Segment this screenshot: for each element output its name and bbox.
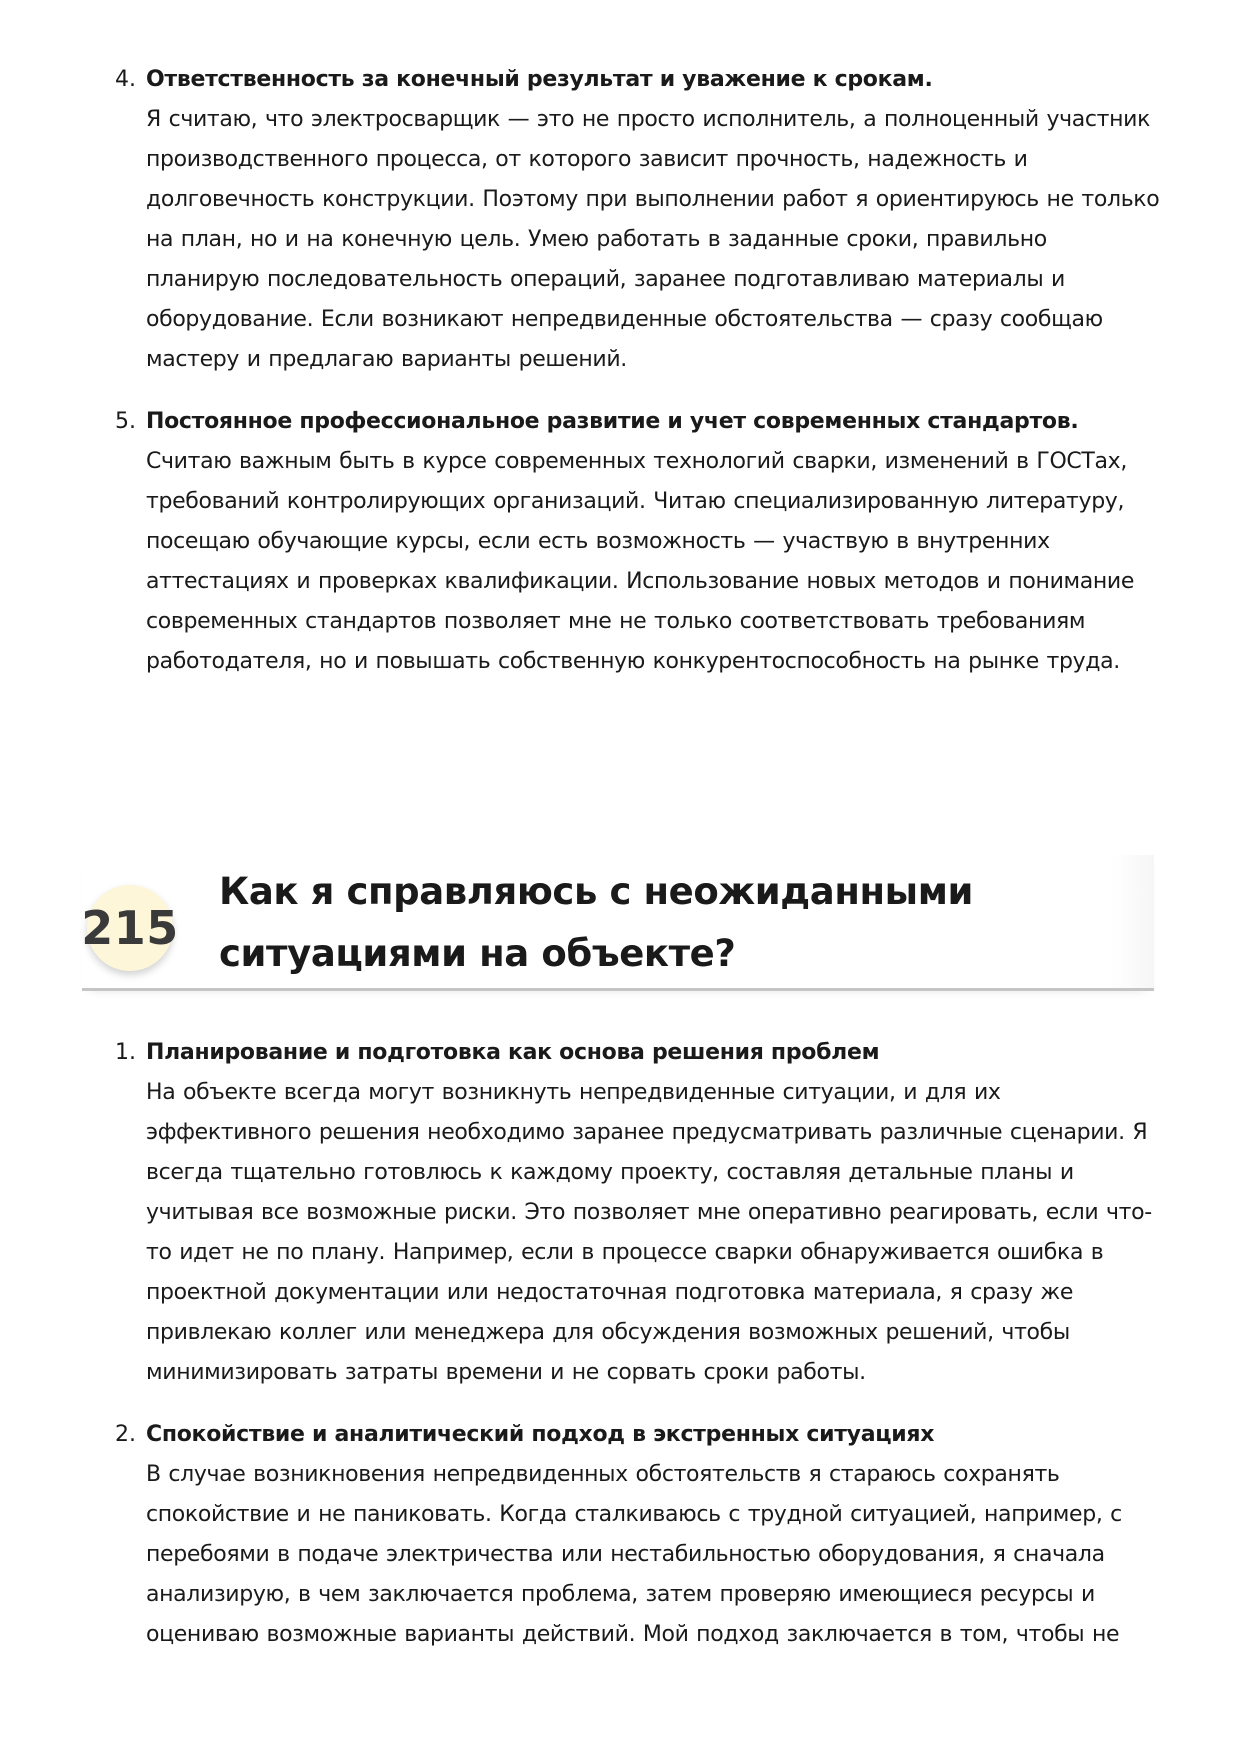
- list-item-title: Постоянное профессиональное развитие и учет современных стандартов.: [146, 409, 1079, 434]
- section-header: [82, 855, 1154, 991]
- list-item-body: [146, 60, 1165, 380]
- list-item-text: На объекте всегда могут возникнуть непредвиденные ситуации, и для их эффективного решения необходимо заранее предусматривать различные сценарии. Я всегда тщательно готовлюсь к каждому проекту, составляя детальные планы и учитывая все возможные риски. Это позволяет мне оперативно реагировать, если что-то идет не по плану. Например, если в процессе сварки обнаруживается ошибка в проектной документации или недостаточная подготовка материала, я сразу же привлекаю коллег или менеджера для обсуждения возможных решений, чтобы минимизировать затраты времени и не сорвать сроки работы.: [146, 1080, 1152, 1385]
- list-item-number: 1.: [115, 1040, 136, 1065]
- section-title: Как я справляюсь с неожиданными ситуациями на объекте?: [219, 870, 974, 975]
- list-item-text: Я считаю, что электросварщик — это не просто исполнитель, а полноценный участник производственного процесса, от которого зависит прочность, надежность и долговечность конструкции. Поэтому при выполнении работ я ориентируюсь не только на план, но и на конечную цель. Умею работать в заданные сроки, правильно планирую последовательность операций, заранее подготавливаю материалы и оборудование. Если возникают непредвиденные обстоятельства — сразу сообщаю мастеру и предлагаю варианты решений.: [146, 107, 1160, 372]
- numbered-list-top: [115, 60, 1165, 704]
- list-item-number: 2.: [115, 1422, 136, 1447]
- list-item-text: Считаю важным быть в курсе современных технологий сварки, изменений в ГОСТах, требований контролирующих организаций. Читаю специализированную литературу, посещаю обучающие курсы, если есть возможность — участвую в внутренних аттестациях и проверках квалификации. Использование новых методов и понимание современных стандартов позволяет мне не только соответствовать требованиям работодателя, но и повышать собственную конкурентоспособность на рынке труда.: [146, 449, 1135, 674]
- list-item: [115, 1033, 1165, 1393]
- list-item: [115, 1415, 1165, 1655]
- list-item-number: 4.: [115, 67, 136, 92]
- list-item-title: Планирование и подготовка как основа решения проблем: [146, 1040, 880, 1065]
- list-item-title: Ответственность за конечный результат и уважение к срокам.: [146, 67, 933, 92]
- list-item-number: 5.: [115, 409, 136, 434]
- list-item-body: [146, 402, 1165, 682]
- list-item: [115, 60, 1165, 380]
- list-item-text: В случае возникновения непредвиденных обстоятельств я стараюсь сохранять спокойствие и не паниковать. Когда сталкиваюсь с трудной ситуацией, например, с перебоями в подаче электричества или нестабильностью оборудования, я сначала анализирую, в чем заключается проблема, затем проверяю имеющиеся ресурсы и оцениваю возможные варианты действий. Мой подход заключается в том, чтобы не: [146, 1462, 1122, 1647]
- numbered-list-bottom: [115, 1033, 1165, 1677]
- list-item-title: Спокойствие и аналитический подход в экстренных ситуациях: [146, 1422, 935, 1447]
- list-item-body: [146, 1033, 1165, 1393]
- list-item-body: [146, 1415, 1165, 1655]
- list-item: [115, 402, 1165, 682]
- section-number-badge: 215: [87, 885, 173, 971]
